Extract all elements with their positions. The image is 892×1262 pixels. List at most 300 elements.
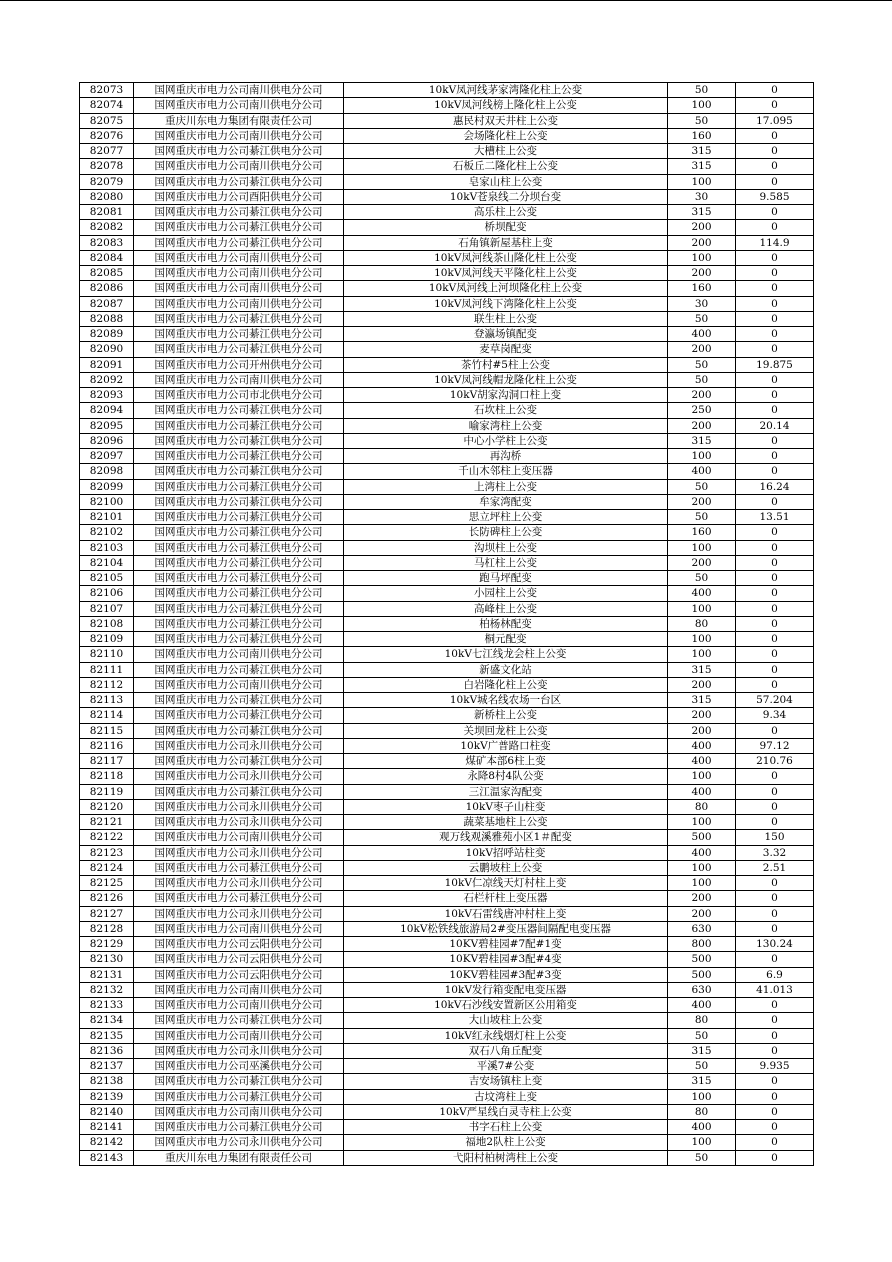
row-id-cell: 82141	[80, 1120, 134, 1135]
capacity-cell: 80	[668, 1013, 736, 1028]
capacity-cell: 400	[668, 845, 736, 860]
capacity-cell: 315	[668, 693, 736, 708]
row-id-cell: 82133	[80, 998, 134, 1013]
capacity-cell: 50	[668, 571, 736, 586]
value-cell: 0	[736, 525, 814, 540]
value-cell: 0	[736, 342, 814, 357]
transformer-name-cell: 10kV凤河线茅家湾隆化柱上公变	[344, 83, 668, 98]
table-row	[80, 327, 814, 342]
company-cell: 国网重庆市电力公司綦江供电分公司	[134, 708, 344, 723]
capacity-cell: 315	[668, 159, 736, 174]
table-row	[80, 281, 814, 296]
table-row	[80, 769, 814, 784]
value-cell: 0	[736, 723, 814, 738]
transformer-name-cell: 10kV发行箱变配电变压器	[344, 982, 668, 997]
value-cell: 0	[736, 891, 814, 906]
row-id-cell: 82104	[80, 555, 134, 570]
transformer-name-cell: 高峰柱上公变	[344, 601, 668, 616]
capacity-cell: 500	[668, 830, 736, 845]
table-row	[80, 1135, 814, 1150]
capacity-cell: 80	[668, 1104, 736, 1119]
row-id-cell: 82113	[80, 693, 134, 708]
value-cell: 9.34	[736, 708, 814, 723]
capacity-cell: 160	[668, 525, 736, 540]
row-id-cell: 82130	[80, 952, 134, 967]
row-id-cell: 82073	[80, 83, 134, 98]
table-row	[80, 693, 814, 708]
row-id-cell: 82105	[80, 571, 134, 586]
row-id-cell: 82131	[80, 967, 134, 982]
company-cell: 国网重庆市电力公司綦江供电分公司	[134, 403, 344, 418]
row-id-cell: 82134	[80, 1013, 134, 1028]
table-row	[80, 1089, 814, 1104]
table-row	[80, 83, 814, 98]
capacity-cell: 400	[668, 586, 736, 601]
row-id-cell: 82081	[80, 205, 134, 220]
company-cell: 国网重庆市电力公司南川供电分公司	[134, 647, 344, 662]
value-cell: 0	[736, 296, 814, 311]
company-cell: 国网重庆市电力公司永川供电分公司	[134, 815, 344, 830]
capacity-cell: 100	[668, 860, 736, 875]
value-cell: 19.875	[736, 357, 814, 372]
company-cell: 国网重庆市电力公司綦江供电分公司	[134, 479, 344, 494]
table-row	[80, 1043, 814, 1058]
capacity-cell: 50	[668, 357, 736, 372]
value-cell: 0	[736, 1043, 814, 1058]
value-cell: 0	[736, 616, 814, 631]
company-cell: 国网重庆市电力公司綦江供电分公司	[134, 510, 344, 525]
capacity-cell: 50	[668, 372, 736, 387]
value-cell: 0	[736, 205, 814, 220]
transformer-name-cell: 牟家湾配变	[344, 494, 668, 509]
capacity-cell: 200	[668, 235, 736, 250]
row-id-cell: 82078	[80, 159, 134, 174]
value-cell: 0	[736, 647, 814, 662]
row-id-cell: 82137	[80, 1059, 134, 1074]
value-cell: 0	[736, 250, 814, 265]
capacity-cell: 630	[668, 921, 736, 936]
transformer-name-cell: 千山木邻柱上变压器	[344, 464, 668, 479]
company-cell: 国网重庆市电力公司南川供电分公司	[134, 982, 344, 997]
company-cell: 国网重庆市电力公司南川供电分公司	[134, 372, 344, 387]
row-id-cell: 82117	[80, 754, 134, 769]
transformer-name-cell: 10KV碧桂园#7配#1变	[344, 937, 668, 952]
row-id-cell: 82096	[80, 433, 134, 448]
value-cell: 0	[736, 464, 814, 479]
capacity-cell: 200	[668, 388, 736, 403]
table-row	[80, 296, 814, 311]
transformer-name-cell: 10kV严星线白灵寺柱上公变	[344, 1104, 668, 1119]
table-row	[80, 799, 814, 814]
table-row	[80, 982, 814, 997]
row-id-cell: 82106	[80, 586, 134, 601]
transformer-name-cell: 吉安场镇柱上变	[344, 1074, 668, 1089]
table-row	[80, 174, 814, 189]
table-row	[80, 677, 814, 692]
transformer-name-cell: 喻家湾柱上公变	[344, 418, 668, 433]
company-cell: 国网重庆市电力公司永川供电分公司	[134, 845, 344, 860]
table-row	[80, 1150, 814, 1165]
table-row	[80, 311, 814, 326]
row-id-cell: 82136	[80, 1043, 134, 1058]
value-cell: 0	[736, 677, 814, 692]
company-cell: 国网重庆市电力公司綦江供电分公司	[134, 616, 344, 631]
capacity-cell: 400	[668, 738, 736, 753]
value-cell: 0	[736, 98, 814, 113]
capacity-cell: 100	[668, 1135, 736, 1150]
table-row	[80, 860, 814, 875]
table-row	[80, 540, 814, 555]
value-cell: 0	[736, 815, 814, 830]
company-cell: 国网重庆市电力公司綦江供电分公司	[134, 555, 344, 570]
value-cell: 0	[736, 83, 814, 98]
transformer-name-cell: 平溪7#公变	[344, 1059, 668, 1074]
value-cell: 20.14	[736, 418, 814, 433]
value-cell: 0	[736, 1028, 814, 1043]
capacity-cell: 400	[668, 1120, 736, 1135]
value-cell: 0	[736, 1013, 814, 1028]
capacity-cell: 100	[668, 250, 736, 265]
table-row	[80, 906, 814, 921]
row-id-cell: 82138	[80, 1074, 134, 1089]
company-cell: 国网重庆市电力公司南川供电分公司	[134, 296, 344, 311]
transformer-name-cell: 会场隆化柱上公变	[344, 128, 668, 143]
table-row	[80, 205, 814, 220]
row-id-cell: 82139	[80, 1089, 134, 1104]
company-cell: 国网重庆市电力公司开州供电分公司	[134, 357, 344, 372]
transformer-name-cell: 石坎柱上公变	[344, 403, 668, 418]
capacity-cell: 315	[668, 205, 736, 220]
row-id-cell: 82098	[80, 464, 134, 479]
table-row	[80, 144, 814, 159]
capacity-cell: 200	[668, 418, 736, 433]
company-cell: 国网重庆市电力公司綦江供电分公司	[134, 632, 344, 647]
value-cell: 0	[736, 1120, 814, 1135]
row-id-cell: 82080	[80, 189, 134, 204]
company-cell: 国网重庆市电力公司南川供电分公司	[134, 250, 344, 265]
company-cell: 国网重庆市电力公司綦江供电分公司	[134, 1089, 344, 1104]
row-id-cell: 82082	[80, 220, 134, 235]
value-cell: 0	[736, 159, 814, 174]
row-id-cell: 82109	[80, 632, 134, 647]
capacity-cell: 500	[668, 967, 736, 982]
value-cell: 0	[736, 601, 814, 616]
capacity-cell: 160	[668, 128, 736, 143]
table-row	[80, 525, 814, 540]
transformer-name-cell: 10kV凤河线下湾隆化柱上公变	[344, 296, 668, 311]
row-id-cell: 82075	[80, 113, 134, 128]
table-row	[80, 601, 814, 616]
row-id-cell: 82088	[80, 311, 134, 326]
table-row	[80, 876, 814, 891]
transformer-name-cell: 大山坡柱上公变	[344, 1013, 668, 1028]
transformer-name-cell: 10kV红永线烟灯柱上公变	[344, 1028, 668, 1043]
capacity-cell: 250	[668, 403, 736, 418]
transformer-name-cell: 石角镇新屋基柱上变	[344, 235, 668, 250]
transformer-name-cell: 10kV凤河线天平隆化柱上公变	[344, 266, 668, 281]
value-cell: 0	[736, 952, 814, 967]
capacity-cell: 100	[668, 647, 736, 662]
company-cell: 国网重庆市电力公司永川供电分公司	[134, 1135, 344, 1150]
company-cell: 国网重庆市电力公司綦江供电分公司	[134, 723, 344, 738]
table-row	[80, 632, 814, 647]
table-row	[80, 891, 814, 906]
company-cell: 国网重庆市电力公司綦江供电分公司	[134, 860, 344, 875]
value-cell: 210.76	[736, 754, 814, 769]
transformer-name-cell: 10kV石沙线安置新区公用箱变	[344, 998, 668, 1013]
transformer-name-cell: 10KV碧桂园#3配#3变	[344, 967, 668, 982]
table-row	[80, 1120, 814, 1135]
value-cell: 9.585	[736, 189, 814, 204]
value-cell: 0	[736, 174, 814, 189]
transformer-name-cell: 长防碑柱上公变	[344, 525, 668, 540]
value-cell: 0	[736, 327, 814, 342]
row-id-cell: 82094	[80, 403, 134, 418]
value-cell: 130.24	[736, 937, 814, 952]
company-cell: 国网重庆市电力公司綦江供电分公司	[134, 1013, 344, 1028]
company-cell: 国网重庆市电力公司綦江供电分公司	[134, 662, 344, 677]
table-row	[80, 510, 814, 525]
transformer-name-cell: 登瀛场镇配变	[344, 327, 668, 342]
table-row	[80, 845, 814, 860]
table-row	[80, 967, 814, 982]
capacity-cell: 100	[668, 540, 736, 555]
transformer-name-cell: 高乐柱上公变	[344, 205, 668, 220]
capacity-cell: 100	[668, 449, 736, 464]
company-cell: 国网重庆市电力公司南川供电分公司	[134, 830, 344, 845]
capacity-cell: 400	[668, 998, 736, 1013]
transformer-name-cell: 10kV凤河线帽龙隆化柱上公变	[344, 372, 668, 387]
company-cell: 国网重庆市电力公司永川供电分公司	[134, 769, 344, 784]
table-row	[80, 266, 814, 281]
transformer-name-cell: 10kV城名线农场一台区	[344, 693, 668, 708]
company-cell: 重庆川东电力集团有限责任公司	[134, 1150, 344, 1165]
value-cell: 97.12	[736, 738, 814, 753]
transformer-table	[79, 82, 814, 1166]
value-cell: 0	[736, 799, 814, 814]
row-id-cell: 82084	[80, 250, 134, 265]
company-cell: 国网重庆市电力公司綦江供电分公司	[134, 433, 344, 448]
value-cell: 0	[736, 449, 814, 464]
capacity-cell: 50	[668, 1059, 736, 1074]
row-id-cell: 82074	[80, 98, 134, 113]
transformer-name-cell: 云鹏坡柱上公变	[344, 860, 668, 875]
company-cell: 国网重庆市电力公司南川供电分公司	[134, 921, 344, 936]
row-id-cell: 82119	[80, 784, 134, 799]
capacity-cell: 80	[668, 616, 736, 631]
capacity-cell: 315	[668, 1043, 736, 1058]
row-id-cell: 82125	[80, 876, 134, 891]
transformer-name-cell: 10kV凤河线茶山隆化柱上公变	[344, 250, 668, 265]
capacity-cell: 50	[668, 510, 736, 525]
company-cell: 国网重庆市电力公司南川供电分公司	[134, 128, 344, 143]
row-id-cell: 82118	[80, 769, 134, 784]
capacity-cell: 200	[668, 555, 736, 570]
transformer-name-cell: 10kV凤河线上河坝隆化柱上公变	[344, 281, 668, 296]
company-cell: 国网重庆市电力公司南川供电分公司	[134, 998, 344, 1013]
capacity-cell: 315	[668, 662, 736, 677]
row-id-cell: 82111	[80, 662, 134, 677]
capacity-cell: 315	[668, 433, 736, 448]
capacity-cell: 200	[668, 891, 736, 906]
table-row	[80, 647, 814, 662]
company-cell: 国网重庆市电力公司云阳供电分公司	[134, 952, 344, 967]
value-cell: 0	[736, 266, 814, 281]
transformer-name-cell: 弋阳村柏树湾柱上公变	[344, 1150, 668, 1165]
company-cell: 国网重庆市电力公司綦江供电分公司	[134, 311, 344, 326]
value-cell: 0	[736, 571, 814, 586]
value-cell: 9.935	[736, 1059, 814, 1074]
row-id-cell: 82095	[80, 418, 134, 433]
value-cell: 0	[736, 662, 814, 677]
capacity-cell: 100	[668, 1089, 736, 1104]
value-cell: 0	[736, 403, 814, 418]
transformer-name-cell: 跑马坪配变	[344, 571, 668, 586]
value-cell: 0	[736, 1135, 814, 1150]
capacity-cell: 160	[668, 281, 736, 296]
row-id-cell: 82101	[80, 510, 134, 525]
transformer-name-cell: 福地2队柱上公变	[344, 1135, 668, 1150]
transformer-name-cell: 古坟湾柱上变	[344, 1089, 668, 1104]
company-cell: 国网重庆市电力公司綦江供电分公司	[134, 784, 344, 799]
capacity-cell: 50	[668, 83, 736, 98]
row-id-cell: 82135	[80, 1028, 134, 1043]
table-row	[80, 784, 814, 799]
row-id-cell: 82142	[80, 1135, 134, 1150]
capacity-cell: 100	[668, 876, 736, 891]
company-cell: 国网重庆市电力公司南川供电分公司	[134, 677, 344, 692]
row-id-cell: 82122	[80, 830, 134, 845]
value-cell: 0	[736, 144, 814, 159]
capacity-cell: 100	[668, 632, 736, 647]
value-cell: 0	[736, 372, 814, 387]
table-row	[80, 479, 814, 494]
company-cell: 国网重庆市电力公司永川供电分公司	[134, 738, 344, 753]
company-cell: 国网重庆市电力公司永川供电分公司	[134, 1043, 344, 1058]
capacity-cell: 200	[668, 677, 736, 692]
value-cell: 0	[736, 388, 814, 403]
row-id-cell: 82097	[80, 449, 134, 464]
row-id-cell: 82140	[80, 1104, 134, 1119]
transformer-name-cell: 石栏杆柱上变压器	[344, 891, 668, 906]
capacity-cell: 200	[668, 342, 736, 357]
company-cell: 国网重庆市电力公司綦江供电分公司	[134, 693, 344, 708]
capacity-cell: 200	[668, 266, 736, 281]
table-row	[80, 113, 814, 128]
transformer-name-cell: 再沟桥	[344, 449, 668, 464]
company-cell: 国网重庆市电力公司南川供电分公司	[134, 1104, 344, 1119]
row-id-cell: 82114	[80, 708, 134, 723]
row-id-cell: 82091	[80, 357, 134, 372]
transformer-name-cell: 10kV仁凉线天灯村柱上变	[344, 876, 668, 891]
row-id-cell: 82129	[80, 937, 134, 952]
capacity-cell: 200	[668, 220, 736, 235]
capacity-cell: 100	[668, 98, 736, 113]
row-id-cell: 82124	[80, 860, 134, 875]
row-id-cell: 82086	[80, 281, 134, 296]
value-cell: 13.51	[736, 510, 814, 525]
transformer-name-cell: 10kV枣子山柱变	[344, 799, 668, 814]
company-cell: 国网重庆市电力公司云阳供电分公司	[134, 937, 344, 952]
company-cell: 国网重庆市电力公司南川供电分公司	[134, 266, 344, 281]
table-row	[80, 1059, 814, 1074]
row-id-cell: 82123	[80, 845, 134, 860]
company-cell: 国网重庆市电力公司綦江供电分公司	[134, 571, 344, 586]
transformer-name-cell: 新桥柱上公变	[344, 708, 668, 723]
table-row	[80, 952, 814, 967]
capacity-cell: 400	[668, 464, 736, 479]
transformer-name-cell: 10kV石雷线唐冲村柱上变	[344, 906, 668, 921]
table-row	[80, 555, 814, 570]
row-id-cell: 82092	[80, 372, 134, 387]
table-row	[80, 830, 814, 845]
transformer-name-cell: 关坝回龙柱上公变	[344, 723, 668, 738]
value-cell: 0	[736, 1074, 814, 1089]
value-cell: 0	[736, 1150, 814, 1165]
transformer-name-cell: 双石八角丘配变	[344, 1043, 668, 1058]
value-cell: 17.095	[736, 113, 814, 128]
capacity-cell: 500	[668, 952, 736, 967]
transformer-name-cell: 10kV凤河线榜上隆化柱上公变	[344, 98, 668, 113]
value-cell: 0	[736, 1104, 814, 1119]
company-cell: 国网重庆市电力公司綦江供电分公司	[134, 891, 344, 906]
transformer-name-cell: 桐元配变	[344, 632, 668, 647]
value-cell: 0	[736, 998, 814, 1013]
row-id-cell: 82121	[80, 815, 134, 830]
row-id-cell: 82143	[80, 1150, 134, 1165]
transformer-name-cell: 柏杨林配变	[344, 616, 668, 631]
transformer-name-cell: 新盛文化站	[344, 662, 668, 677]
company-cell: 国网重庆市电力公司綦江供电分公司	[134, 1074, 344, 1089]
transformer-name-cell: 桥坝配变	[344, 220, 668, 235]
value-cell: 0	[736, 555, 814, 570]
value-cell: 0	[736, 433, 814, 448]
table-row	[80, 738, 814, 753]
capacity-cell: 200	[668, 723, 736, 738]
company-cell: 国网重庆市电力公司綦江供电分公司	[134, 540, 344, 555]
company-cell: 国网重庆市电力公司巫溪供电分公司	[134, 1059, 344, 1074]
row-id-cell: 82110	[80, 647, 134, 662]
table-row	[80, 662, 814, 677]
transformer-name-cell: 观万线观溪雅苑小区1＃配变	[344, 830, 668, 845]
company-cell: 国网重庆市电力公司綦江供电分公司	[134, 586, 344, 601]
transformer-name-cell: 蔬菜基地柱上公变	[344, 815, 668, 830]
transformer-name-cell: 中心小学柱上公变	[344, 433, 668, 448]
company-cell: 国网重庆市电力公司南川供电分公司	[134, 83, 344, 98]
company-cell: 国网重庆市电力公司綦江供电分公司	[134, 205, 344, 220]
table-row	[80, 494, 814, 509]
value-cell: 2.51	[736, 860, 814, 875]
company-cell: 国网重庆市电力公司南川供电分公司	[134, 159, 344, 174]
transformer-name-cell: 10kV招呼站柱变	[344, 845, 668, 860]
row-id-cell: 82079	[80, 174, 134, 189]
capacity-cell: 400	[668, 327, 736, 342]
value-cell: 0	[736, 632, 814, 647]
capacity-cell: 200	[668, 494, 736, 509]
table-row	[80, 403, 814, 418]
company-cell: 国网重庆市电力公司綦江供电分公司	[134, 327, 344, 342]
capacity-cell: 100	[668, 174, 736, 189]
transformer-name-cell: 10kV松铁线旅游局2#变压器间隔配电变压器	[344, 921, 668, 936]
row-id-cell: 82099	[80, 479, 134, 494]
value-cell: 16.24	[736, 479, 814, 494]
table-row	[80, 433, 814, 448]
company-cell: 国网重庆市电力公司綦江供电分公司	[134, 525, 344, 540]
transformer-name-cell: 联生柱上公变	[344, 311, 668, 326]
capacity-cell: 50	[668, 479, 736, 494]
table-row	[80, 220, 814, 235]
value-cell: 0	[736, 281, 814, 296]
